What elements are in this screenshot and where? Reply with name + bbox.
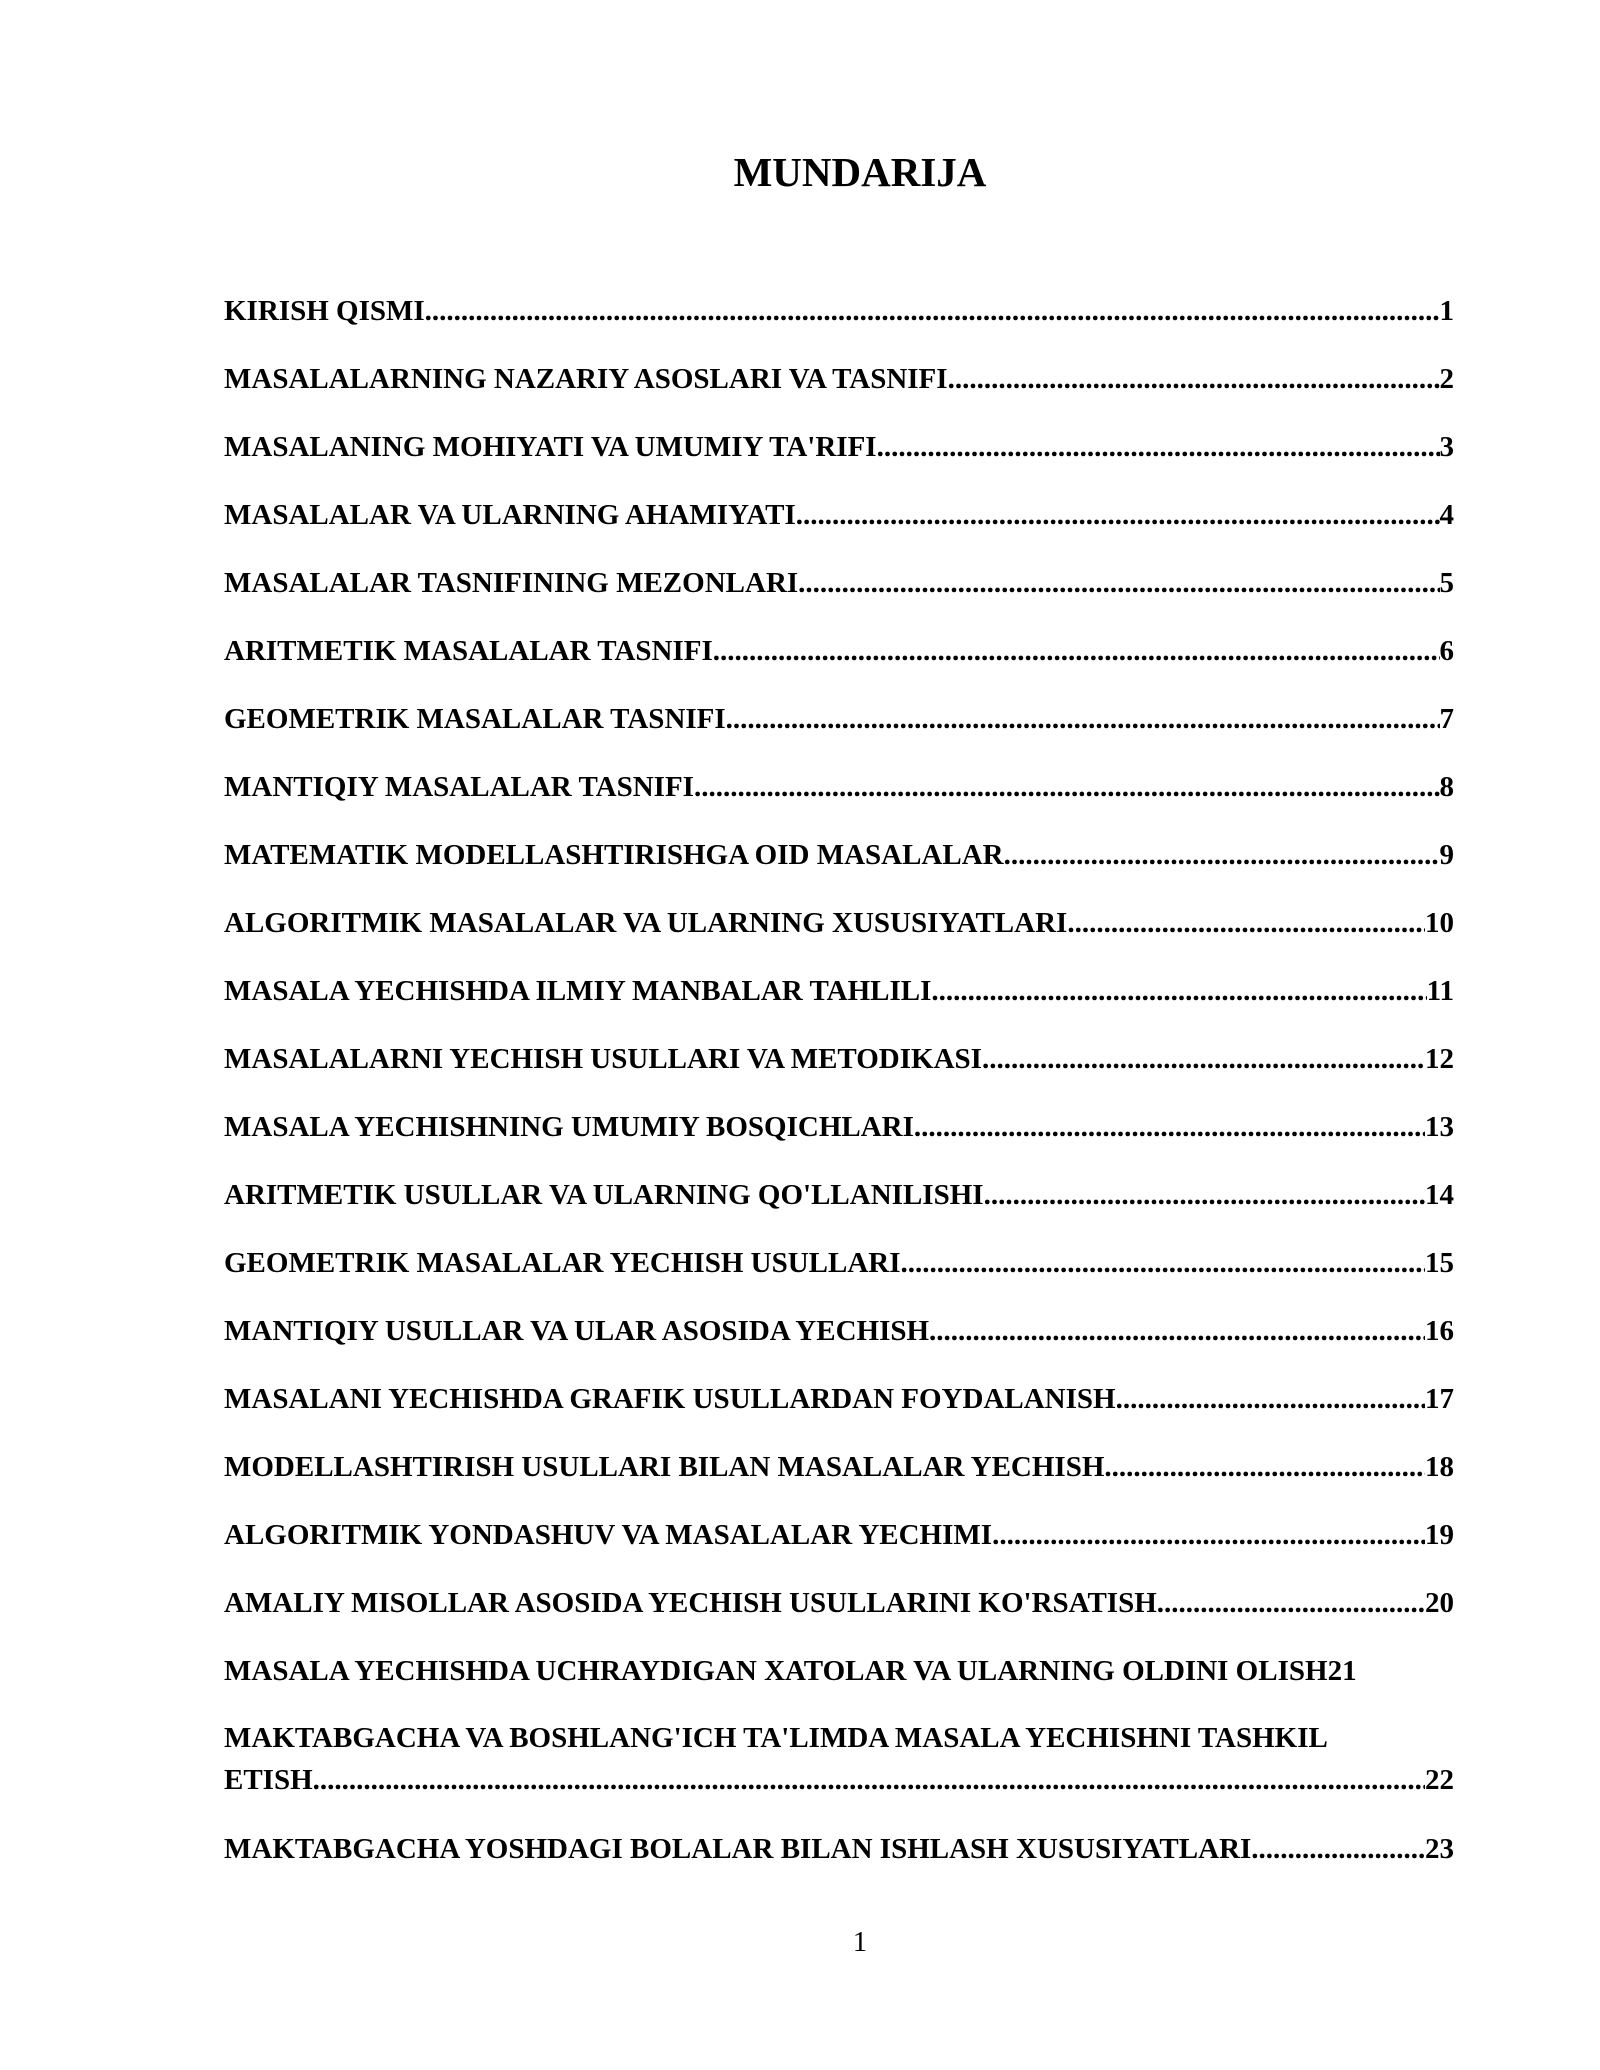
toc-dot-leader bbox=[1116, 1377, 1425, 1421]
toc-dot-leader bbox=[877, 425, 1440, 469]
toc-entry-page: 12 bbox=[1425, 1043, 1454, 1075]
toc-entry-title: KIRISH QISMI bbox=[224, 295, 425, 327]
toc-dot-leader bbox=[992, 1513, 1425, 1557]
toc-entry-page: 3 bbox=[1439, 431, 1454, 463]
toc-entry-page: 17 bbox=[1425, 1383, 1454, 1415]
toc-dot-leader bbox=[798, 561, 1439, 605]
toc-entry[interactable] bbox=[224, 901, 1454, 969]
toc-dot-leader bbox=[982, 1037, 1425, 1081]
toc-entry[interactable] bbox=[224, 1827, 1454, 1895]
toc-entry-title: MASALALAR TASNIFINING MEZONLARI bbox=[224, 567, 799, 599]
toc-dot-leader bbox=[1067, 901, 1425, 945]
toc-entry-page: 13 bbox=[1425, 1111, 1454, 1143]
toc-dot-leader bbox=[713, 629, 1440, 673]
toc-entry-page: 21 bbox=[1327, 1655, 1357, 1687]
toc-entry-title: GEOMETRIK MASALALAR YECHISH USULLARI bbox=[224, 1247, 901, 1279]
toc-entry-title-line1: MAKTABGACHA VA BOSHLANG'ICH TA'LIMDA MASALA YECHISHNI TASHKIL bbox=[224, 1722, 1328, 1754]
toc-entry[interactable] bbox=[224, 1173, 1454, 1241]
toc-dot-leader bbox=[694, 765, 1440, 809]
toc-dot-leader bbox=[914, 1105, 1425, 1149]
toc-entry[interactable] bbox=[224, 1649, 1454, 1717]
toc-entry-title: MASALANI YECHISHDA GRAFIK USULLARDAN FOYDALANISH bbox=[224, 1383, 1116, 1415]
toc-entry[interactable] bbox=[224, 1717, 1454, 1827]
toc-dot-leader bbox=[796, 493, 1440, 537]
page-number: 1 bbox=[852, 1926, 868, 1958]
toc-entry-page: 1 bbox=[1439, 295, 1454, 327]
toc-entry-page: 23 bbox=[1425, 1833, 1454, 1865]
toc-entry-page: 4 bbox=[1439, 499, 1454, 531]
toc-entry-line2 bbox=[224, 1759, 1454, 1801]
toc-entry[interactable] bbox=[224, 833, 1454, 901]
toc-entry-title: ALGORITMIK YONDASHUV VA MASALALAR YECHIMI bbox=[224, 1519, 993, 1551]
toc-dot-leader bbox=[726, 697, 1440, 741]
toc-entry-page: 2 bbox=[1439, 363, 1454, 395]
toc-entry-page: 20 bbox=[1425, 1587, 1454, 1619]
toc-entry-title: MASALALARNI YECHISH USULLARI VA METODIKASI bbox=[224, 1043, 982, 1075]
table-of-contents bbox=[224, 289, 1454, 1895]
toc-entry[interactable] bbox=[224, 561, 1454, 629]
toc-entry[interactable] bbox=[224, 425, 1454, 493]
toc-entry-title: MANTIQIY USULLAR VA ULAR ASOSIDA YECHISH bbox=[224, 1315, 930, 1347]
toc-entry[interactable] bbox=[224, 1241, 1454, 1309]
toc-entry-page: 8 bbox=[1439, 771, 1454, 803]
toc-dot-leader bbox=[948, 357, 1440, 401]
toc-entry-page: 7 bbox=[1439, 703, 1454, 735]
toc-entry-page: 9 bbox=[1439, 839, 1454, 871]
toc-entry-title: MANTIQIY MASALALAR TASNIFI bbox=[224, 771, 694, 803]
toc-dot-leader bbox=[901, 1241, 1425, 1285]
toc-entry-title: MAKTABGACHA YOSHDAGI BOLALAR BILAN ISHLASH XUSUSIYATLARI bbox=[224, 1833, 1252, 1865]
toc-dot-leader bbox=[425, 289, 1440, 333]
toc-entry[interactable] bbox=[224, 629, 1454, 697]
toc-entry[interactable] bbox=[224, 1445, 1454, 1513]
toc-entry[interactable] bbox=[224, 765, 1454, 833]
toc-entry-page: 22 bbox=[1425, 1764, 1454, 1796]
toc-entry-title: AMALIY MISOLLAR ASOSIDA YECHISH USULLARINI KO'RSATISH bbox=[224, 1587, 1157, 1619]
toc-dot-leader bbox=[1004, 833, 1440, 877]
toc-entry[interactable] bbox=[224, 1309, 1454, 1377]
toc-entry-page: 15 bbox=[1425, 1247, 1454, 1279]
toc-entry[interactable] bbox=[224, 1513, 1454, 1581]
toc-entry[interactable] bbox=[224, 969, 1454, 1037]
toc-entry-title: MODELLASHTIRISH USULLARI BILAN MASALALAR YECHISH bbox=[224, 1451, 1105, 1483]
toc-entry-page: 16 bbox=[1425, 1315, 1454, 1347]
toc-entry-title: MASALALARNING NAZARIY ASOSLARI VA TASNIFI bbox=[224, 363, 948, 395]
toc-dot-leader bbox=[1157, 1581, 1425, 1625]
toc-entry-page: 6 bbox=[1439, 635, 1454, 667]
toc-entry[interactable] bbox=[224, 357, 1454, 425]
toc-entry[interactable] bbox=[224, 1581, 1454, 1649]
toc-entry[interactable] bbox=[224, 289, 1454, 357]
toc-entry-title: MASALA YECHISHNING UMUMIY BOSQICHLARI bbox=[224, 1111, 914, 1143]
toc-entry-title: MASALA YECHISHDA ILMIY MANBALAR TAHLILI bbox=[224, 975, 932, 1007]
toc-dot-leader bbox=[984, 1173, 1425, 1217]
toc-entry[interactable] bbox=[224, 1377, 1454, 1445]
toc-entry-page: 11 bbox=[1426, 975, 1454, 1007]
toc-dot-leader bbox=[1251, 1827, 1425, 1871]
toc-entry[interactable] bbox=[224, 1105, 1454, 1173]
toc-entry-title: MATEMATIK MODELLASHTIRISHGA OID MASALALAR bbox=[224, 839, 1004, 871]
toc-entry-title: MASALALAR VA ULARNING AHAMIYATI bbox=[224, 499, 796, 531]
toc-entry-page: 19 bbox=[1425, 1519, 1454, 1551]
toc-entry-page: 14 bbox=[1425, 1179, 1454, 1211]
toc-entry[interactable] bbox=[224, 697, 1454, 765]
toc-entry-title: ALGORITMIK MASALALAR VA ULARNING XUSUSIYATLARI bbox=[224, 907, 1068, 939]
toc-entry-title-line2: ETISH bbox=[224, 1764, 313, 1796]
toc-entry[interactable] bbox=[224, 493, 1454, 561]
toc-entry-title: MASALA YECHISHDA UCHRAYDIGAN XATOLAR VA ULARNING OLDINI OLISH bbox=[224, 1655, 1328, 1687]
toc-entry-title: ARITMETIK MASALALAR TASNIFI bbox=[224, 635, 713, 667]
toc-entry-title: MASALANING MOHIYATI VA UMUMIY TA'RIFI bbox=[224, 431, 877, 463]
document-title: MUNDARIJA bbox=[733, 149, 987, 195]
toc-entry[interactable] bbox=[224, 1037, 1454, 1105]
toc-entry-title: GEOMETRIK MASALALAR TASNIFI bbox=[224, 703, 726, 735]
toc-dot-leader bbox=[1104, 1445, 1425, 1489]
toc-entry-page: 10 bbox=[1425, 907, 1454, 939]
toc-entry-title: ARITMETIK USULLAR VA ULARNING QO'LLANILISHI bbox=[224, 1179, 984, 1211]
toc-dot-leader bbox=[313, 1759, 1425, 1801]
toc-entry-page: 5 bbox=[1439, 567, 1454, 599]
toc-dot-leader bbox=[929, 1309, 1425, 1353]
toc-dot-leader bbox=[931, 969, 1426, 1013]
toc-entry-page: 18 bbox=[1425, 1451, 1454, 1483]
